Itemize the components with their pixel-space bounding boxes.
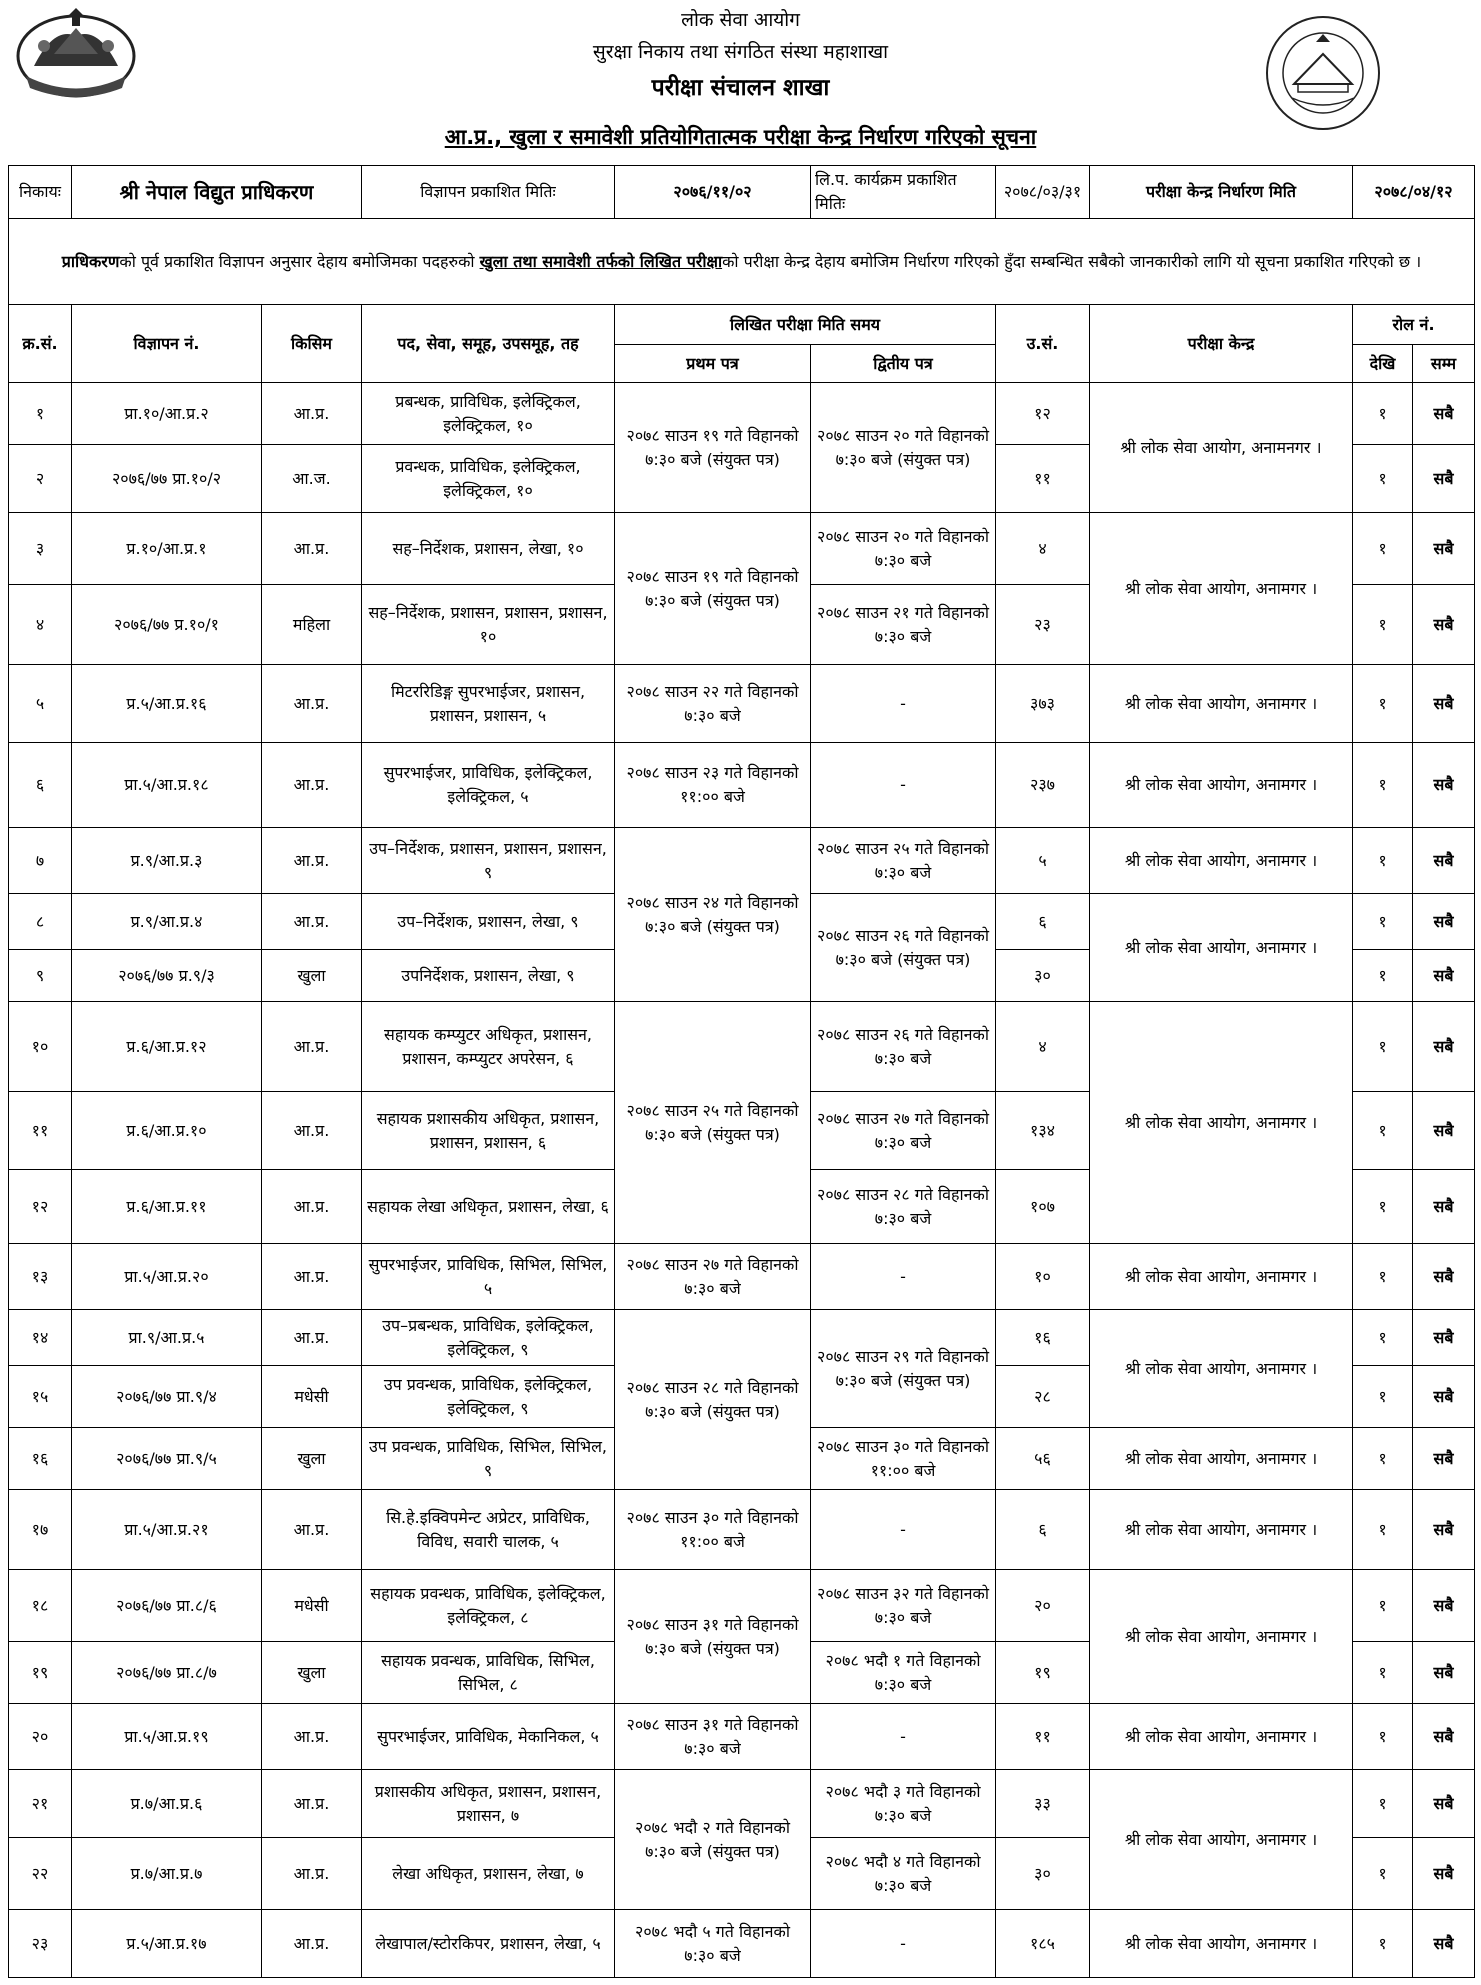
row-roll-to: सबै [1413,1490,1475,1570]
row-paper2: २०७८ साउन २६ गते विहानको ७:३० बजे (संयुक्त पत्र) [811,894,996,1002]
col-roll-from: देखि [1353,345,1413,383]
row-ad-no: प्रा.५/आ.प्र.१८ [72,743,262,828]
row-paper1: २०७८ साउन ३१ गते विहानको ७:३० बजे [615,1704,811,1770]
row-center: श्री लोक सेवा आयोग, अनामगर । [1090,1490,1353,1570]
row-paper2: २०७८ भदौ १ गते विहानको ७:३० बजे [811,1642,996,1704]
row-center: श्री लोक सेवा आयोग, अनामनगर । [1090,383,1353,513]
row-sn: १२ [9,1170,72,1244]
table-row [9,383,1475,445]
row-candidates: १२ [996,383,1090,445]
row-ad-no: प्रा.५/आ.प्र.२० [72,1244,262,1310]
row-roll-from: १ [1353,743,1413,828]
row-ad-no: प्र.६/आ.प्र.१२ [72,1002,262,1092]
row-ad-no: प्र.५/आ.प्र.१७ [72,1910,262,1978]
row-center: श्री लोक सेवा आयोग, अनामगर । [1090,1770,1353,1910]
row-roll-from: १ [1353,950,1413,1002]
row-roll-to: सबै [1413,1310,1475,1366]
row-type: आ.प्र. [262,383,362,445]
row-type: खुला [262,1428,362,1490]
row-roll-to: सबै [1413,1838,1475,1910]
row-paper2: - [811,1910,996,1978]
row-post: सहायक कम्प्युटर अधिकृत, प्रशासन, प्रशासन, कम्प्युटर अपरेसन, ६ [362,1002,615,1092]
program-date-value: २०७८/०३/३१ [996,166,1090,219]
row-sn: १७ [9,1490,72,1570]
row-roll-from: १ [1353,894,1413,950]
row-roll-from: १ [1353,1642,1413,1704]
row-paper2: - [811,743,996,828]
row-sn: १८ [9,1570,72,1642]
row-sn: ९ [9,950,72,1002]
row-paper2: - [811,665,996,743]
row-candidates: १० [996,1244,1090,1310]
row-paper2: २०७८ भदौ ३ गते विहानको ७:३० बजे [811,1770,996,1838]
row-sn: ४ [9,585,72,665]
table-row [9,1002,1475,1092]
table-row [9,1704,1475,1770]
table-row [9,1244,1475,1310]
row-candidates: ११ [996,445,1090,513]
table-row [9,743,1475,828]
row-roll-from: १ [1353,1428,1413,1490]
intro-row [9,219,1475,305]
row-roll-from: १ [1353,1770,1413,1838]
row-center: श्री लोक सेवा आयोग, अनामगर । [1090,513,1353,665]
row-candidates: २८ [996,1366,1090,1428]
row-candidates: १६ [996,1310,1090,1366]
row-candidates: ११ [996,1704,1090,1770]
row-sn: १६ [9,1428,72,1490]
row-ad-no: २०७६/७७ प्रा.९/५ [72,1428,262,1490]
program-date-label: लि.प. कार्यक्रम प्रकाशित मितिः [811,166,996,219]
col-candidates: उ.सं. [996,305,1090,383]
row-ad-no: प्र.९/आ.प्र.३ [72,828,262,894]
row-ad-no: २०७६/७७ प्रा.९/४ [72,1366,262,1428]
row-ad-no: प्र.७/आ.प्र.६ [72,1770,262,1838]
row-candidates: ३७३ [996,665,1090,743]
col-center: परीक्षा केन्द्र [1090,305,1353,383]
row-roll-from: १ [1353,585,1413,665]
row-type: आ.प्र. [262,1910,362,1978]
center-date-label: परीक्षा केन्द्र निर्धारण मिति [1090,166,1353,219]
row-roll-to: सबै [1413,1704,1475,1770]
row-roll-from: १ [1353,1244,1413,1310]
row-ad-no: प्र.६/आ.प्र.११ [72,1170,262,1244]
row-roll-to: सबै [1413,665,1475,743]
col-roll: रोल नं. [1353,305,1475,345]
row-paper1: २०७८ साउन २२ गते विहानको ७:३० बजे [615,665,811,743]
org-value: श्री नेपाल विद्युत प्राधिकरण [72,166,362,219]
row-sn: १३ [9,1244,72,1310]
row-roll-from: १ [1353,1490,1413,1570]
row-paper2: २०७८ साउन २९ गते विहानको ७:३० बजे (संयुक्त पत्र) [811,1310,996,1428]
row-candidates: १८५ [996,1910,1090,1978]
document-header [0,0,1481,115]
row-post: मिटररिडिङ्ग सुपरभाईजर, प्रशासन, प्रशासन, प्रशासन, ५ [362,665,615,743]
org-label: निकायः [9,166,72,219]
row-center: श्री लोक सेवा आयोग, अनामगर । [1090,1002,1353,1244]
row-post: सुपरभाईजर, प्राविधिक, सिभिल, सिभिल, ५ [362,1244,615,1310]
row-sn: ११ [9,1092,72,1170]
row-candidates: ३० [996,950,1090,1002]
row-post: उप–प्रबन्धक, प्राविधिक, इलेक्ट्रिकल, इलेक्ट्रिकल, ९ [362,1310,615,1366]
row-roll-from: १ [1353,1170,1413,1244]
row-type: आ.प्र. [262,1838,362,1910]
col-paper2: द्वितीय पत्र [811,345,996,383]
row-sn: २२ [9,1838,72,1910]
row-sn: १० [9,1002,72,1092]
row-candidates: १३४ [996,1092,1090,1170]
row-type: मधेसी [262,1366,362,1428]
row-post: प्रवन्धक, प्राविधिक, इलेक्ट्रिकल, इलेक्ट्रिकल, १० [362,445,615,513]
table-row [9,665,1475,743]
row-center: श्री लोक सेवा आयोग, अनामगर । [1090,894,1353,1002]
row-roll-from: १ [1353,1838,1413,1910]
row-ad-no: प्र.९/आ.प्र.४ [72,894,262,950]
row-post: प्रशासकीय अधिकृत, प्रशासन, प्रशासन, प्रशासन, ७ [362,1770,615,1838]
row-ad-no: २०७६/७७ प्र.१०/१ [72,585,262,665]
column-header-row [9,305,1475,345]
row-roll-from: १ [1353,513,1413,585]
row-roll-from: १ [1353,1570,1413,1642]
row-post: उपनिर्देशक, प्रशासन, लेखा, ९ [362,950,615,1002]
row-paper1: २०७८ साउन १९ गते विहानको ७:३० बजे (संयुक्त पत्र) [615,383,811,513]
row-sn: ८ [9,894,72,950]
row-roll-to: सबै [1413,1002,1475,1092]
row-roll-from: १ [1353,828,1413,894]
ad-date-label: विज्ञापन प्रकाशित मितिः [362,166,615,219]
row-paper2: २०७८ साउन २८ गते विहानको ७:३० बजे [811,1170,996,1244]
row-roll-to: सबै [1413,894,1475,950]
row-roll-from: १ [1353,1704,1413,1770]
table-row [9,1770,1475,1838]
row-roll-to: सबै [1413,1570,1475,1642]
row-post: सुपरभाईजर, प्राविधिक, मेकानिकल, ५ [362,1704,615,1770]
intro-paragraph: प्राधिकरणको पूर्व प्रकाशित विज्ञापन अनुसार देहाय बमोजिमका पदहरुको खुला तथा समावेशी तर्फको लिखित परीक्षाको परीक्षा केन्द्र देहाय बमोजिम निर्धारण गरिएको हुँदा सम्बन्धित सबैको जानकारीको लागि यो सूचना प्रकाशित गरिएको छ । [9,219,1475,305]
row-roll-to: सबै [1413,828,1475,894]
row-ad-no: प्र.७/आ.प्र.७ [72,1838,262,1910]
row-paper1: २०७८ साउन १९ गते विहानको ७:३० बजे (संयुक्त पत्र) [615,513,811,665]
row-paper2: २०७८ साउन ३० गते विहानको ११:०० बजे [811,1428,996,1490]
row-sn: २ [9,445,72,513]
row-paper1: २०७८ साउन २५ गते विहानको ७:३० बजे (संयुक्त पत्र) [615,1002,811,1244]
row-paper2: - [811,1244,996,1310]
row-paper1: २०७८ साउन २४ गते विहानको ७:३० बजे (संयुक्त पत्र) [615,828,811,1002]
row-type: आ.प्र. [262,1310,362,1366]
section-name: परीक्षा संचालन शाखा [651,75,830,101]
meta-row [9,166,1475,219]
row-candidates: ४ [996,513,1090,585]
row-roll-to: सबै [1413,743,1475,828]
col-ad-no: विज्ञापन नं. [72,305,262,383]
row-paper2: २०७८ साउन ३२ गते विहानको ७:३० बजे [811,1570,996,1642]
row-ad-no: २०७६/७७ प्रा.१०/२ [72,445,262,513]
row-post: सि.हे.इक्विपमेन्ट अप्रेटर, प्राविधिक, विविध, सवारी चालक, ५ [362,1490,615,1570]
row-sn: १५ [9,1366,72,1428]
row-candidates: ६ [996,894,1090,950]
row-sn: ७ [9,828,72,894]
ad-date-value: २०७६/११/०२ [615,166,811,219]
table-row [9,1910,1475,1978]
row-roll-to: सबै [1413,383,1475,445]
row-type: आ.प्र. [262,1244,362,1310]
row-post: लेखा अधिकृत, प्रशासन, लेखा, ७ [362,1838,615,1910]
notice-title: आ.प्र., खुला र समावेशी प्रतियोगितात्मक परीक्षा केन्द्र निर्धारण गरिएको सूचना [444,125,1037,149]
row-ad-no: २०७६/७७ प्रा.८/७ [72,1642,262,1704]
row-candidates: २३ [996,585,1090,665]
row-paper1: २०७८ साउन २७ गते विहानको ७:३० बजे [615,1244,811,1310]
row-post: उप प्रवन्धक, प्राविधिक, इलेक्ट्रिकल, इलेक्ट्रिकल, ९ [362,1366,615,1428]
col-type: किसिम [262,305,362,383]
row-type: आ.ज. [262,445,362,513]
row-paper2: - [811,1490,996,1570]
row-paper1: २०७८ साउन २३ गते विहानको ११:०० बजे [615,743,811,828]
row-roll-from: १ [1353,445,1413,513]
row-center: श्री लोक सेवा आयोग, अनामगर । [1090,1244,1353,1310]
row-center: श्री लोक सेवा आयोग, अनामगर । [1090,1704,1353,1770]
row-sn: २३ [9,1910,72,1978]
row-post: सहायक प्रवन्धक, प्राविधिक, इलेक्ट्रिकल, इलेक्ट्रिकल, ८ [362,1570,615,1642]
row-candidates: ६ [996,1490,1090,1570]
row-roll-to: सबै [1413,445,1475,513]
center-date-value: २०७८/०४/१२ [1353,166,1475,219]
row-ad-no: प्रा.५/आ.प्र.२१ [72,1490,262,1570]
row-candidates: ५६ [996,1428,1090,1490]
row-roll-to: सबै [1413,1366,1475,1428]
row-center: श्री लोक सेवा आयोग, अनामगर । [1090,1310,1353,1428]
row-post: सह–निर्देशक, प्रशासन, लेखा, १० [362,513,615,585]
row-roll-to: सबै [1413,513,1475,585]
row-post: सहायक प्रशासकीय अधिकृत, प्रशासन, प्रशासन, प्रशासन, ६ [362,1092,615,1170]
row-roll-from: १ [1353,1366,1413,1428]
row-type: आ.प्र. [262,1770,362,1838]
commission-name: लोक सेवा आयोग [681,9,800,31]
col-post: पद, सेवा, समूह, उपसमूह, तह [362,305,615,383]
exam-center-table [8,165,1475,1978]
row-post: सुपरभाईजर, प्राविधिक, इलेक्ट्रिकल, इलेक्ट्रिकल, ५ [362,743,615,828]
row-center: श्री लोक सेवा आयोग, अनामगर । [1090,665,1353,743]
row-roll-from: १ [1353,665,1413,743]
row-roll-from: १ [1353,1910,1413,1978]
row-post: प्रबन्धक, प्राविधिक, इलेक्ट्रिकल, इलेक्ट्रिकल, १० [362,383,615,445]
row-candidates: ५ [996,828,1090,894]
row-type: आ.प्र. [262,665,362,743]
row-sn: १ [9,383,72,445]
row-sn: २० [9,1704,72,1770]
row-type: मधेसी [262,1570,362,1642]
row-center: श्री लोक सेवा आयोग, अनामगर । [1090,1428,1353,1490]
row-ad-no: २०७६/७७ प्रा.८/६ [72,1570,262,1642]
row-candidates: २३७ [996,743,1090,828]
table-row [9,1310,1475,1366]
row-sn: ६ [9,743,72,828]
row-type: खुला [262,1642,362,1704]
row-roll-from: १ [1353,383,1413,445]
row-ad-no: प्रा.५/आ.प्र.१९ [72,1704,262,1770]
col-exam-time: लिखित परीक्षा मिति समय [615,305,996,345]
row-roll-from: १ [1353,1092,1413,1170]
row-type: आ.प्र. [262,743,362,828]
row-type: आ.प्र. [262,1704,362,1770]
row-type: आ.प्र. [262,1170,362,1244]
row-sn: २१ [9,1770,72,1838]
row-paper1: २०७८ साउन ३० गते विहानको ११:०० बजे [615,1490,811,1570]
row-type: आ.प्र. [262,1490,362,1570]
row-type: आ.प्र. [262,1002,362,1092]
row-post: सहायक लेखा अधिकृत, प्रशासन, लेखा, ६ [362,1170,615,1244]
row-paper1: २०७८ साउन २८ गते विहानको ७:३० बजे (संयुक्त पत्र) [615,1310,811,1490]
col-sn: क्र.सं. [9,305,72,383]
row-candidates: १९ [996,1642,1090,1704]
row-paper2: २०७८ साउन २० गते विहानको ७:३० बजे [811,513,996,585]
table-row [9,1570,1475,1642]
row-roll-to: सबै [1413,1642,1475,1704]
row-ad-no: प्रा.१०/आ.प्र.२ [72,383,262,445]
col-paper1: प्रथम पत्र [615,345,811,383]
row-roll-from: १ [1353,1002,1413,1092]
row-paper2: - [811,1704,996,1770]
row-candidates: १०७ [996,1170,1090,1244]
row-center: श्री लोक सेवा आयोग, अनामगर । [1090,1910,1353,1978]
col-roll-to: सम्म [1413,345,1475,383]
row-paper2: २०७८ साउन २५ गते विहानको ७:३० बजे [811,828,996,894]
row-post: सह–निर्देशक, प्रशासन, प्रशासन, प्रशासन, १० [362,585,615,665]
row-ad-no: २०७६/७७ प्र.९/३ [72,950,262,1002]
row-type: महिला [262,585,362,665]
row-post: उप–निर्देशक, प्रशासन, प्रशासन, प्रशासन, ९ [362,828,615,894]
table-row [9,513,1475,585]
row-paper1: २०७८ साउन ३१ गते विहानको ७:३० बजे (संयुक्त पत्र) [615,1570,811,1704]
row-roll-to: सबै [1413,950,1475,1002]
row-ad-no: प्रा.९/आ.प्र.५ [72,1310,262,1366]
row-paper2: २०७८ साउन २१ गते विहानको ७:३० बजे [811,585,996,665]
row-candidates: ३० [996,1838,1090,1910]
row-roll-to: सबै [1413,1428,1475,1490]
row-post: सहायक प्रवन्धक, प्राविधिक, सिभिल, सिभिल, ८ [362,1642,615,1704]
row-post: लेखापाल/स्टोरकिपर, प्रशासन, लेखा, ५ [362,1910,615,1978]
row-type: खुला [262,950,362,1002]
row-type: आ.प्र. [262,1092,362,1170]
row-paper1: २०७८ भदौ ५ गते विहानको ७:३० बजे [615,1910,811,1978]
table-row [9,1490,1475,1570]
row-type: आ.प्र. [262,513,362,585]
row-roll-to: सबै [1413,1770,1475,1838]
row-type: आ.प्र. [262,828,362,894]
row-roll-to: सबै [1413,1092,1475,1170]
row-ad-no: प्र.५/आ.प्र.१६ [72,665,262,743]
row-roll-to: सबै [1413,585,1475,665]
row-candidates: ४ [996,1002,1090,1092]
row-sn: ५ [9,665,72,743]
row-roll-to: सबै [1413,1170,1475,1244]
row-paper1: २०७८ भदौ २ गते विहानको ७:३० बजे (संयुक्त पत्र) [615,1770,811,1910]
row-ad-no: प्र.१०/आ.प्र.१ [72,513,262,585]
row-post: उप प्रवन्धक, प्राविधिक, सिभिल, सिभिल, ९ [362,1428,615,1490]
row-post: उप–निर्देशक, प्रशासन, लेखा, ९ [362,894,615,950]
row-paper2: २०७८ साउन २७ गते विहानको ७:३० बजे [811,1092,996,1170]
row-center: श्री लोक सेवा आयोग, अनामगर । [1090,828,1353,894]
row-candidates: २० [996,1570,1090,1642]
row-type: आ.प्र. [262,894,362,950]
row-paper2: २०७८ साउन २० गते विहानको ७:३० बजे (संयुक्त पत्र) [811,383,996,513]
row-ad-no: प्र.६/आ.प्र.१० [72,1092,262,1170]
row-sn: १९ [9,1642,72,1704]
row-sn: ३ [9,513,72,585]
row-paper2: २०७८ भदौ ४ गते विहानको ७:३० बजे [811,1838,996,1910]
row-roll-from: १ [1353,1310,1413,1366]
division-name: सुरक्षा निकाय तथा संगठित संस्था महाशाखा [592,41,889,63]
row-center: श्री लोक सेवा आयोग, अनामगर । [1090,1570,1353,1704]
row-roll-to: सबै [1413,1244,1475,1310]
row-roll-to: सबै [1413,1910,1475,1978]
row-candidates: ३३ [996,1770,1090,1838]
row-sn: १४ [9,1310,72,1366]
row-paper2: २०७८ साउन २६ गते विहानको ७:३० बजे [811,1002,996,1092]
table-row [9,828,1475,894]
row-center: श्री लोक सेवा आयोग, अनामगर । [1090,743,1353,828]
